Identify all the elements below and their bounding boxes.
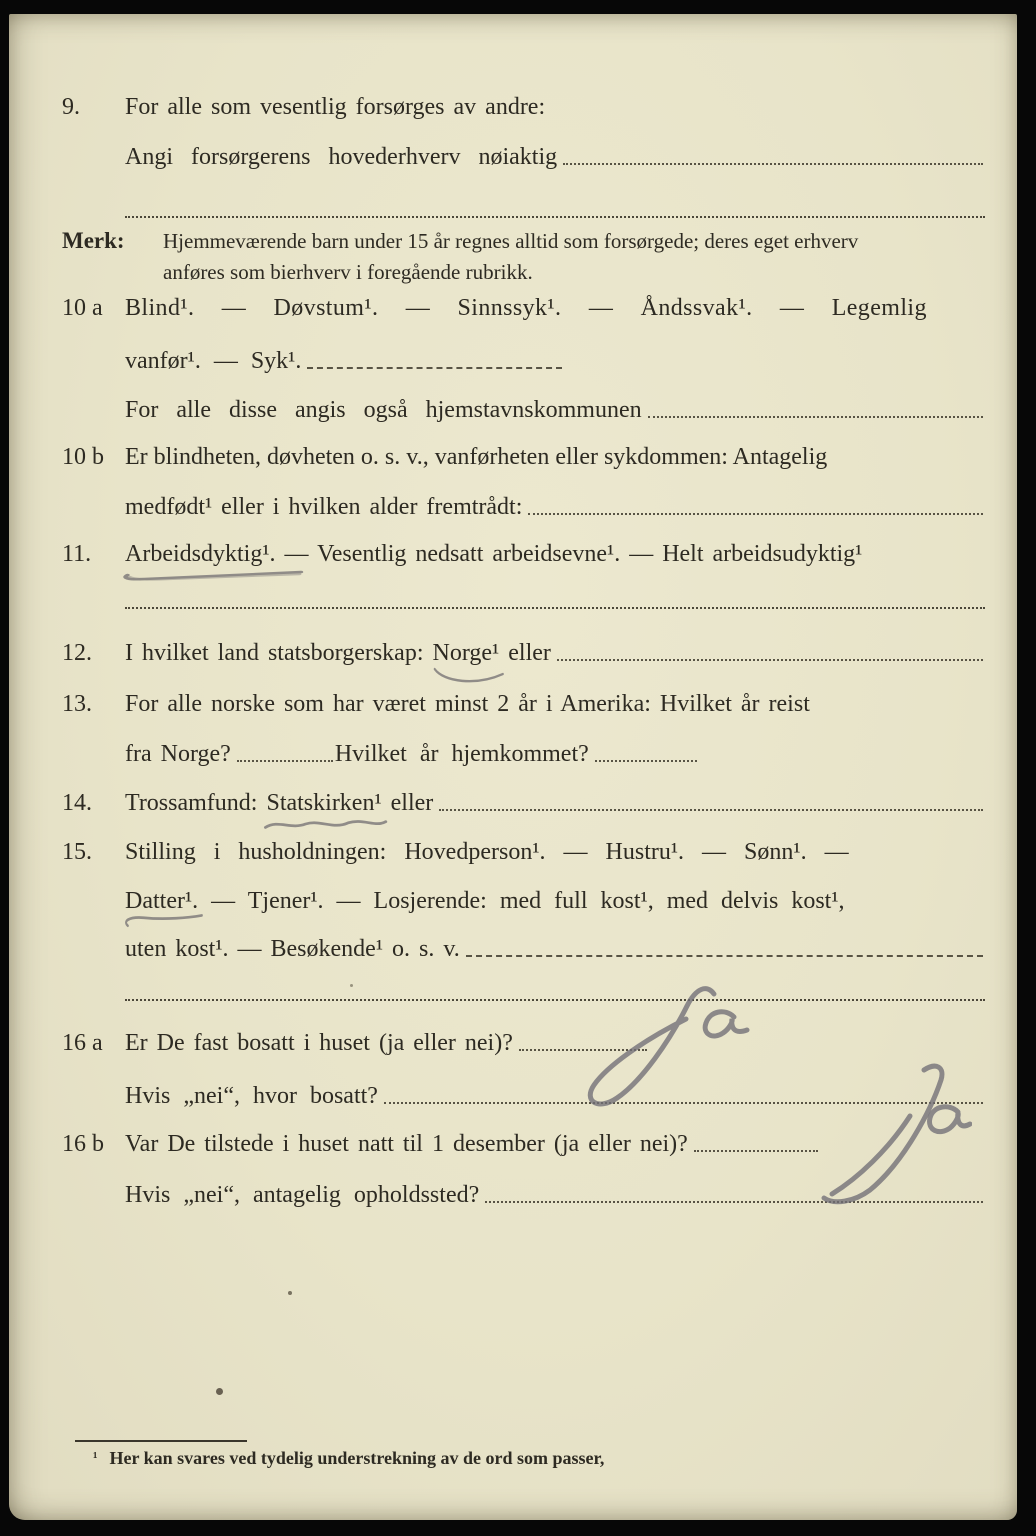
note-line: Hjemmeværende barn under 15 år regnes alltid som forsørgede; deres eget erhverv xyxy=(163,229,859,253)
question-9-line-1 xyxy=(62,92,985,122)
answer-blank-line xyxy=(528,513,983,515)
note-line: anføres som bierhverv i foregående rubrikk. xyxy=(163,260,533,284)
answer-blank-line xyxy=(595,760,697,762)
underlined-choice xyxy=(433,638,500,668)
question-15-line-2 xyxy=(62,886,985,916)
underlined-choice xyxy=(125,886,198,916)
question-text: Hvilket år hjemkommet? xyxy=(334,741,589,767)
section-divider-dotted xyxy=(125,216,985,218)
question-text xyxy=(125,788,433,818)
answer-blank-line xyxy=(237,760,333,762)
underlined-choice xyxy=(125,539,276,569)
question-text xyxy=(125,886,845,916)
question-text: Stilling i husholdningen: Hovedperson¹. — Hustru¹. — Sønn¹. — xyxy=(125,839,849,865)
section-divider-dotted xyxy=(125,607,985,609)
question-number: 9. xyxy=(62,94,80,120)
question-15-line-3 xyxy=(62,934,985,964)
answer-blank-line xyxy=(466,955,983,957)
question-number: 16 b xyxy=(62,1131,104,1157)
question-text-rest: — Tjener¹. — Losjerende: med full kost¹, med delvis kost¹, xyxy=(211,888,845,914)
question-16a-line-1 xyxy=(62,1028,985,1058)
question-text-prefix: Trossamfund: xyxy=(125,790,258,816)
question-number: 14. xyxy=(62,790,92,816)
question-text: uten kost¹. — Besøkende¹ o. s. v. xyxy=(125,936,460,962)
note-label: Merk: xyxy=(62,228,125,253)
question-10a-line-1 xyxy=(62,293,985,323)
question-number: 10 a xyxy=(62,295,103,321)
question-text: Hvis „nei“, antagelig opholdssted? xyxy=(125,1182,480,1208)
question-9-line-2 xyxy=(62,142,985,172)
handwritten-answer-16b xyxy=(812,1062,972,1207)
choice-word: Norge¹ xyxy=(432,640,500,666)
question-number: 13. xyxy=(62,691,92,717)
question-text: medfødt¹ eller i hvilken alder fremtrådt: xyxy=(125,494,523,520)
answer-blank-line xyxy=(307,367,562,369)
pencil-underline-icon xyxy=(430,667,507,687)
question-text: Var De tilstede i huset natt til 1 desember (ja eller nei)? xyxy=(125,1131,688,1157)
paper-speck xyxy=(350,984,353,987)
question-text-prefix: I hvilket land statsborgerskap: xyxy=(125,640,424,666)
question-text xyxy=(125,539,862,569)
question-10b-line-1 xyxy=(62,442,985,472)
footnote-text: Her kan svares ved tydelig understrekning av de ord som passer, xyxy=(109,1448,605,1468)
question-text-suffix: eller xyxy=(390,790,434,816)
question-text xyxy=(125,638,551,668)
handwritten-answer-16a xyxy=(566,982,751,1117)
question-text: Angi forsørgerens hovederhverv nøiaktig xyxy=(125,144,558,170)
handwriting-ja-icon xyxy=(566,982,751,1117)
answer-blank-line xyxy=(439,809,983,811)
question-text: For alle disse angis også hjemstavnskommunen xyxy=(125,397,642,423)
question-text: fra Norge? xyxy=(125,741,231,767)
choice-word: Arbeidsdyktig¹. xyxy=(125,541,276,567)
pencil-underline-icon xyxy=(122,912,205,928)
footnote-divider xyxy=(75,1440,247,1442)
choice-word: Datter¹. xyxy=(125,888,199,914)
footnote xyxy=(93,1446,604,1470)
question-text: For alle som vesentlig forsørges av andre: xyxy=(125,94,546,120)
question-number: 11. xyxy=(62,541,92,567)
question-text: Er De fast bosatt i huset (ja eller nei)? xyxy=(125,1030,513,1056)
question-text-suffix: eller xyxy=(508,640,551,666)
paper-speck xyxy=(288,1291,292,1295)
question-text: vanfør¹. — Syk¹. xyxy=(125,348,302,374)
question-15-line-1 xyxy=(62,837,985,867)
question-text-rest: — Vesentlig nedsatt arbeidsevne¹. — Helt arbeidsudyktig¹ xyxy=(284,541,863,567)
answer-blank-line xyxy=(694,1150,818,1152)
answer-blank-line xyxy=(557,659,983,661)
question-12 xyxy=(62,638,985,668)
answer-blank-line xyxy=(563,163,983,165)
underlined-choice xyxy=(266,788,381,818)
question-text: Er blindheten, døvheten o. s. v., vanførheten eller sykdommen: Antagelig xyxy=(125,444,828,470)
question-number: 15. xyxy=(62,839,92,865)
note-text xyxy=(163,226,858,288)
question-10a-line-3 xyxy=(62,395,985,425)
question-text: For alle norske som har været minst 2 år i Amerika: Hvilket år reist xyxy=(125,691,810,717)
question-text: Blind¹. — Døvstum¹. — Sinnssyk¹. — Åndssvak¹. — Legemlig xyxy=(125,295,927,321)
note-block xyxy=(62,226,985,288)
section-divider-dotted xyxy=(125,999,985,1001)
footnote-marker: ¹ xyxy=(93,1450,98,1466)
pencil-underline-icon xyxy=(122,565,307,581)
question-number: 16 a xyxy=(62,1030,103,1056)
question-10a-line-2 xyxy=(62,346,985,376)
handwriting-ja-icon xyxy=(812,1062,972,1207)
question-number: 12. xyxy=(62,640,92,666)
question-14 xyxy=(62,788,985,818)
question-10b-line-2 xyxy=(62,492,985,522)
question-number: 10 b xyxy=(62,444,104,470)
question-text: Hvis „nei“, hvor bosatt? xyxy=(125,1083,378,1109)
question-13-line-1 xyxy=(62,689,985,719)
pencil-underline-icon xyxy=(263,816,388,832)
question-11 xyxy=(62,539,985,569)
choice-word: Statskirken¹ xyxy=(266,790,382,816)
paper-speck xyxy=(216,1388,223,1395)
question-13-line-2 xyxy=(62,739,985,769)
answer-blank-line xyxy=(648,416,983,418)
